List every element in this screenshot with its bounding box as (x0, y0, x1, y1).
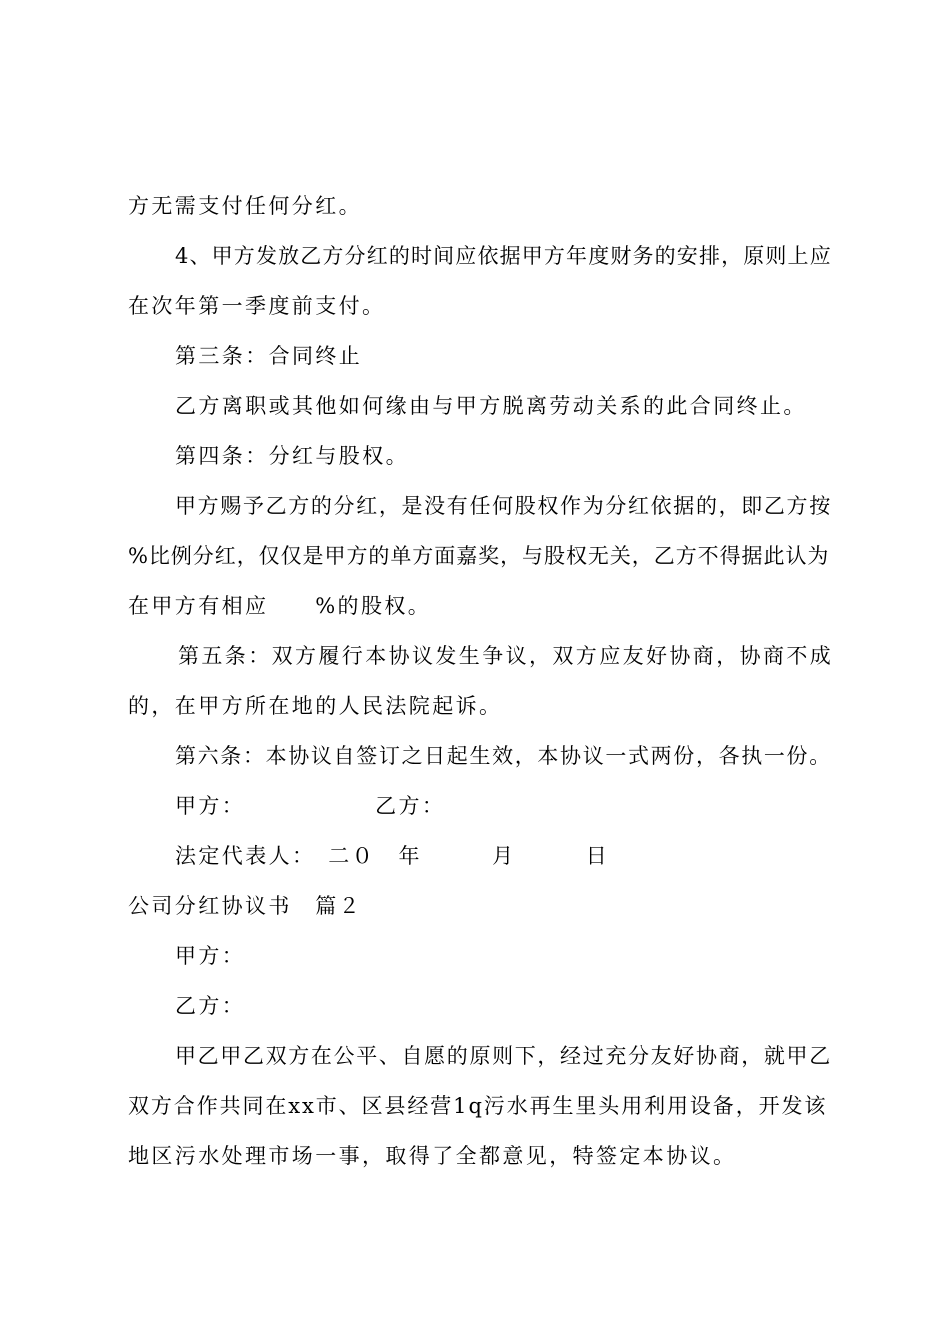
paragraph-line-3: 在次年第一季度前支付。 (128, 294, 386, 318)
paragraph-line-11: 的，在甲方所在地的人民法院起诉。 (128, 694, 503, 718)
section-heading-3: 第三条：合同终止 (175, 344, 363, 368)
paragraph-line-5: 乙方离职或其他如何缘由与甲方脱离劳动关系的此合同终止。 (175, 394, 807, 418)
signature-parties-line: 甲方： 乙方： (175, 794, 446, 818)
section-title-part-2: 公司分红协议书 篇２ (128, 894, 362, 918)
section-heading-6: 第六条：本协议自签订之日起生效，本协议一式两份，各执一份。 (175, 744, 832, 768)
paragraph-line-1: 方无需支付任何分红。 (128, 194, 362, 218)
party-a-label: 甲方： (175, 944, 246, 968)
section-heading-4: 第四条：分红与股权。 (175, 444, 409, 468)
paragraph-line-8: %比例分红，仅仅是甲方的单方面嘉奖，与股权无关，乙方不得据此认为 (128, 544, 830, 568)
signature-date-line: 法定代表人： 二０ 年 月 日 (175, 844, 610, 868)
party-b-label: 乙方： (175, 994, 246, 1018)
paragraph-line-2: 4、甲方发放乙方分红的时间应依据甲方年度财务的安排，原则上应 (175, 244, 832, 268)
section-heading-5: 第五条：双方履行本协议发生争议，双方应友好协商，协商不成 (178, 644, 834, 668)
paragraph-line-9: 在甲方有相应 %的股权。 (128, 594, 432, 618)
paragraph-line-20: 地区污水处理市场一事，取得了全都意见，特签定本协议。 (128, 1144, 737, 1168)
paragraph-line-7: 甲方赐予乙方的分红，是没有任何股权作为分红依据的，即乙方按 (175, 494, 832, 518)
paragraph-line-18: 甲乙甲乙双方在公平、自愿的原则下，经过充分友好协商，就甲乙 (175, 1044, 832, 1068)
paragraph-line-19: 双方合作共同在xx市、区县经营1q污水再生里头用利用设备，开发该 (128, 1094, 828, 1118)
